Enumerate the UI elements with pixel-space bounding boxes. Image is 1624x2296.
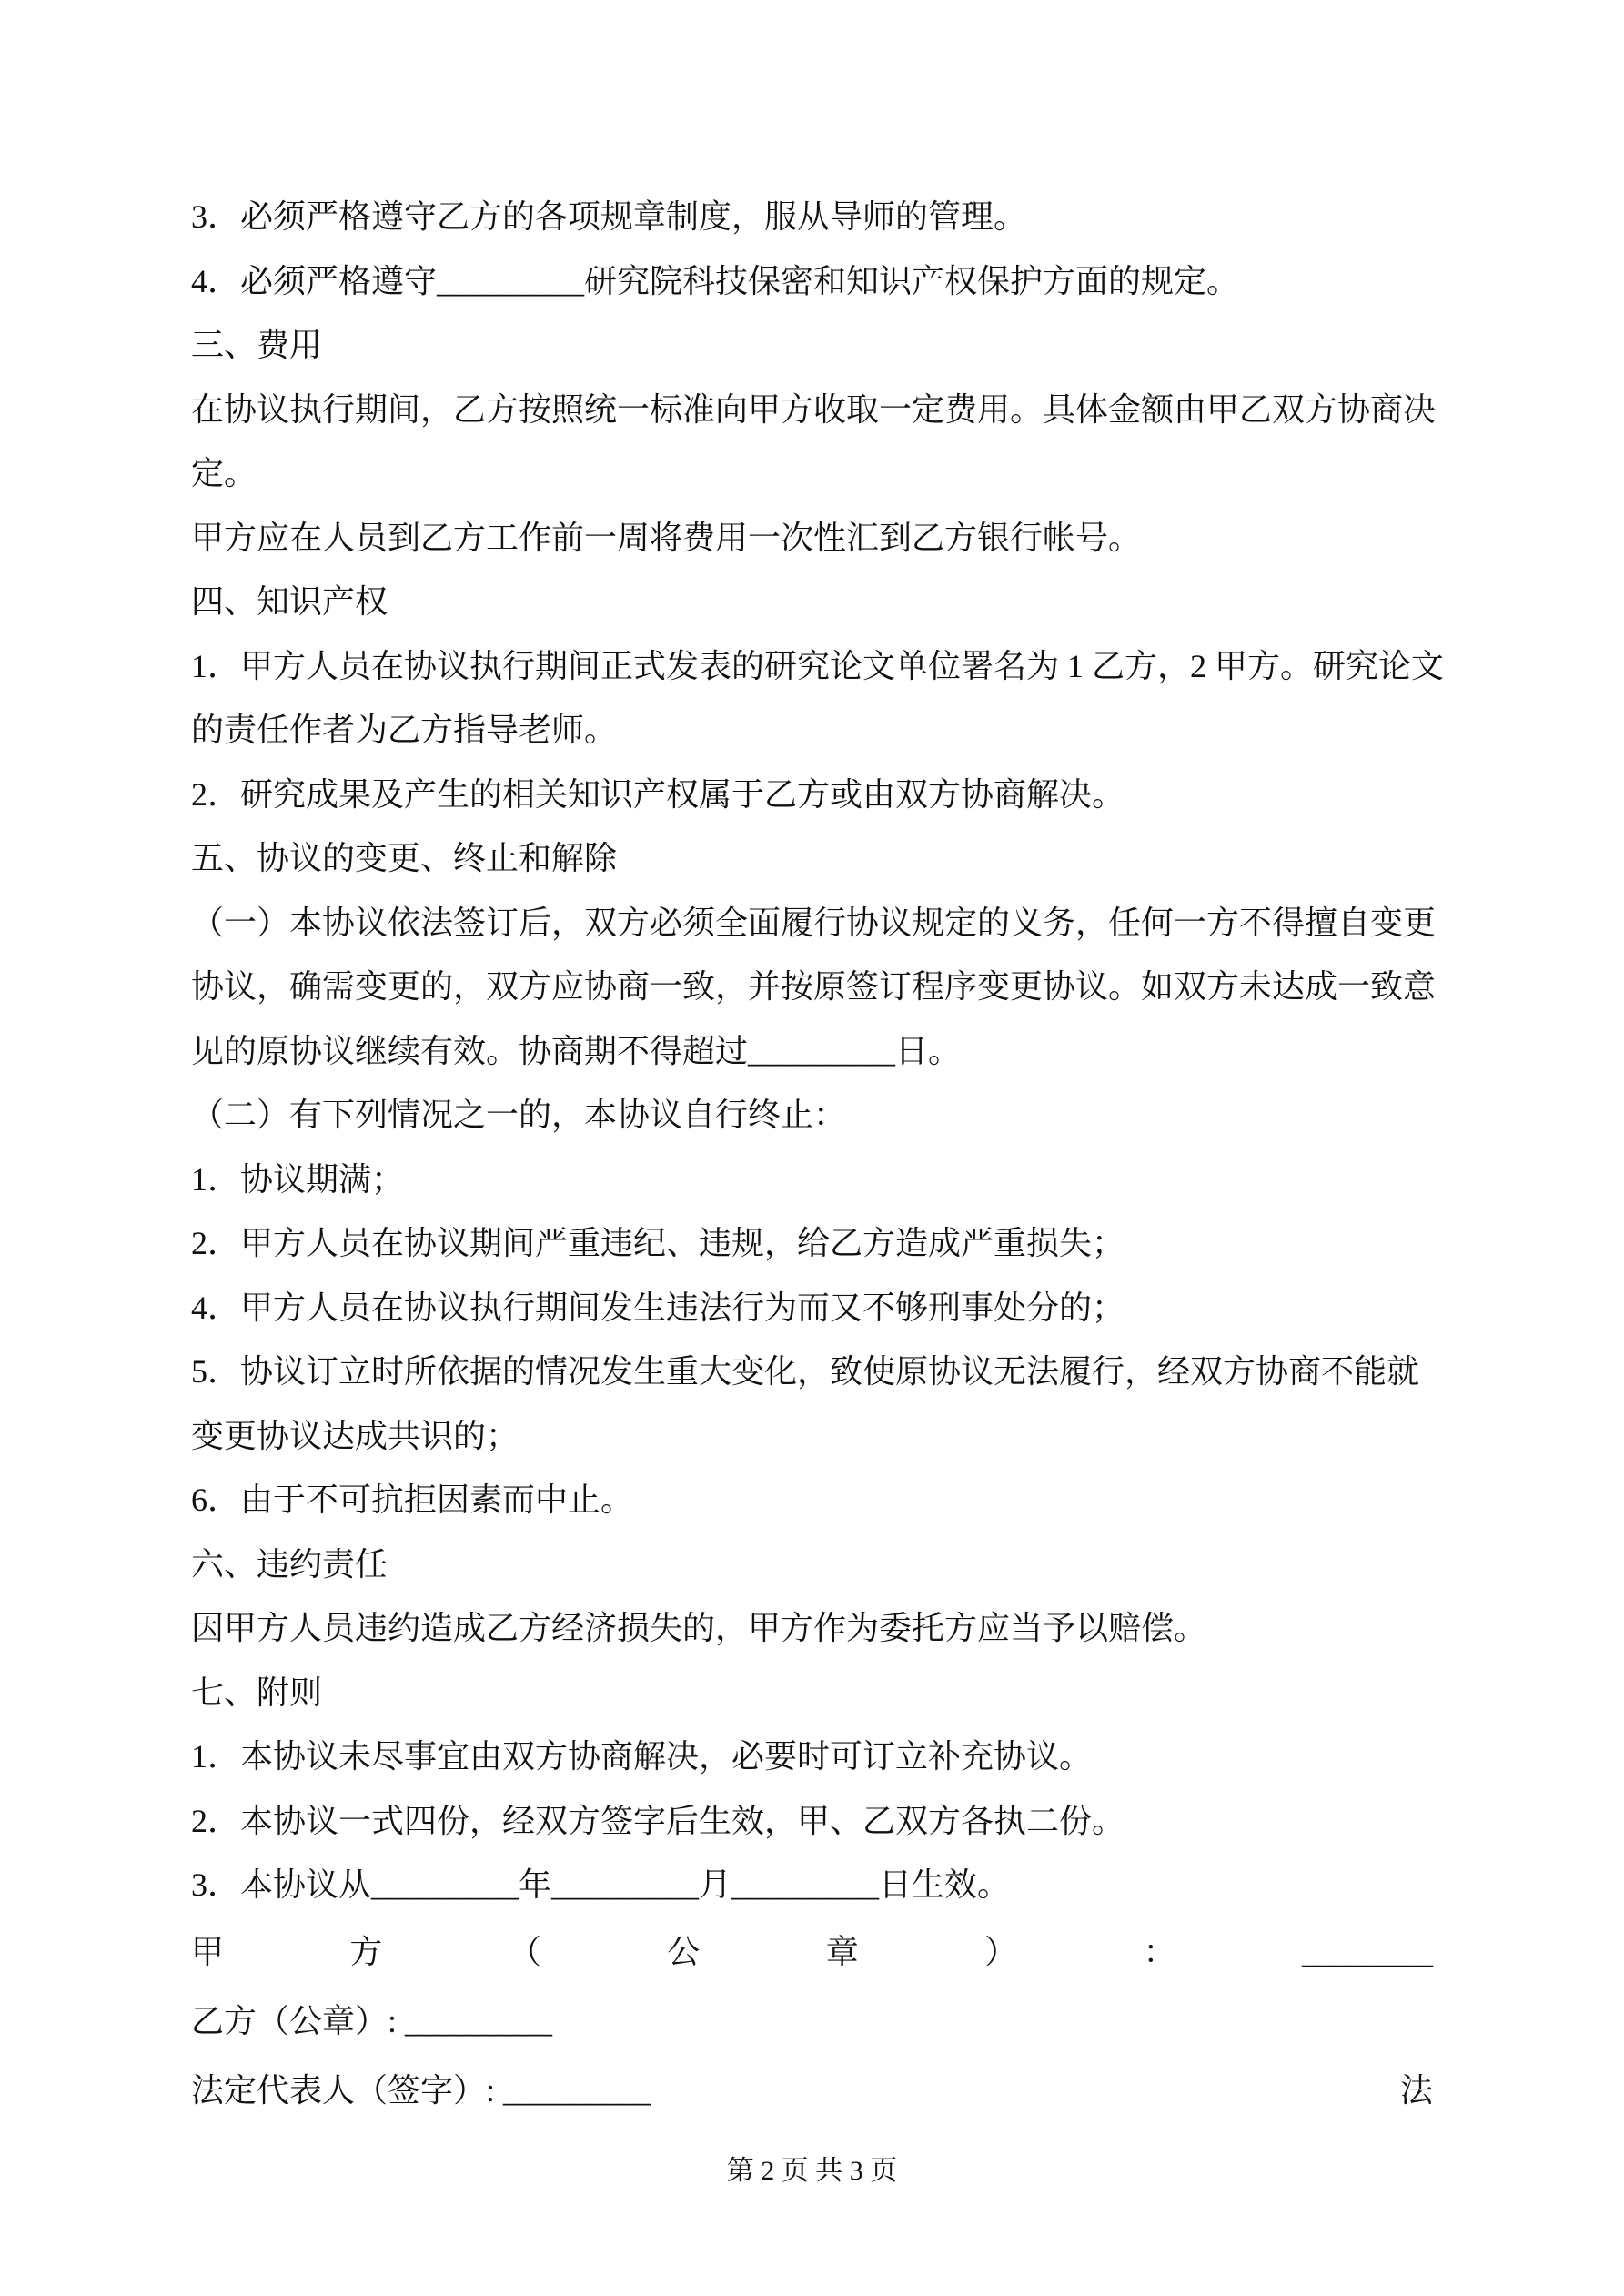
document-line: 2．研究成果及产生的相关知识产权属于乙方或由双方协商解决。 (191, 775, 1125, 813)
party-a-seal-token: ） (984, 1933, 1018, 1970)
party-a-seal-blank: ________ (1301, 1933, 1433, 1970)
party-a-seal-token: （ (508, 1933, 541, 1970)
party-b-seal-line: 乙方（公章）: _________ (191, 2002, 553, 2039)
document-line: 定。 (191, 455, 257, 491)
document-line: 四、知识产权 (191, 583, 388, 620)
document-line: 的责任作者为乙方指导老师。 (191, 712, 618, 748)
document-line: 2．甲方人员在协议期间严重违纪、违规，给乙方造成严重损失； (191, 1225, 1125, 1261)
document-line: 3．本协议从_________年_________月_________日生效。 (191, 1866, 1011, 1903)
document-line: 变更协议达成共识的； (191, 1417, 519, 1454)
document-line: 五、协议的变更、终止和解除 (191, 840, 618, 876)
document-line: 1．甲方人员在协议执行期间正式发表的研究论文单位署名为 1 乙方，2 甲方。研究论文 (191, 647, 1445, 684)
document-line: （一）本协议依法签订后，双方必须全面履行协议规定的义务，任何一方不得擅自变更 (191, 904, 1437, 941)
document-line: 1．协议期满； (191, 1160, 405, 1198)
document-line: 6．由于不可抗拒因素而中止。 (191, 1482, 634, 1518)
document-line: 六、违约责任 (191, 1545, 388, 1583)
document-line: 因甲方人员违约造成乙方经济损失的，甲方作为委托方应当予以赔偿。 (191, 1610, 1207, 1646)
party-a-seal-row (191, 1917, 1433, 1987)
document-line: 协议，确需变更的，双方应协商一致，并按原签订程序变更协议。如双方未达成一致意 (191, 968, 1437, 1005)
document-line: 5．协议订立时所依据的情况发生重大变化，致使原协议无法履行，经双方协商不能就 (191, 1353, 1420, 1390)
party-a-seal-token: 甲 (191, 1933, 225, 1970)
party-a-seal-token: 方 (349, 1933, 383, 1970)
document-line: 甲方应在人员到乙方工作前一周将费用一次性汇到乙方银行帐号。 (191, 519, 1142, 556)
page-number-footer: 第 2 页 共 3 页 (726, 2156, 898, 2186)
document-line: 4．甲方人员在协议执行期间发生违法行为而又不够刑事处分的； (191, 1289, 1125, 1326)
legal-representative-signature-label: 法定代表人（签字）: _________ (191, 2071, 651, 2109)
document-body (191, 185, 1445, 2125)
legal-representative-row (191, 2056, 1433, 2125)
document-line: 在协议执行期间，乙方按照统一标准向甲方收取一定费用。具体金额由甲乙双方协商决 (191, 390, 1437, 428)
document-line: 三、费用 (191, 327, 323, 363)
document-line: 见的原协议继续有效。协商期不得超过_________日。 (191, 1032, 962, 1069)
document-line: 2．本协议一式四份，经双方签字后生效，甲、乙双方各执二份。 (191, 1802, 1125, 1839)
party-a-seal-token: ： (1143, 1933, 1176, 1970)
document-line: 3．必须严格遵守乙方的各项规章制度，服从导师的管理。 (191, 198, 1027, 235)
document-line: 1．本协议未尽事宜由双方协商解决，必要时可订立补充协议。 (191, 1738, 1093, 1775)
party-a-seal-token: 章 (825, 1933, 859, 1970)
document-line: （二）有下列情况之一的，本协议自行终止： (191, 1097, 847, 1133)
document-line: 4．必须严格遵守_________研究院科技保密和知识产权保护方面的规定。 (191, 262, 1240, 299)
document-line: 七、附则 (191, 1674, 323, 1711)
party-a-seal-token: 公 (667, 1933, 701, 1970)
legal-representative-trailing-char: 法 (1399, 2071, 1433, 2109)
